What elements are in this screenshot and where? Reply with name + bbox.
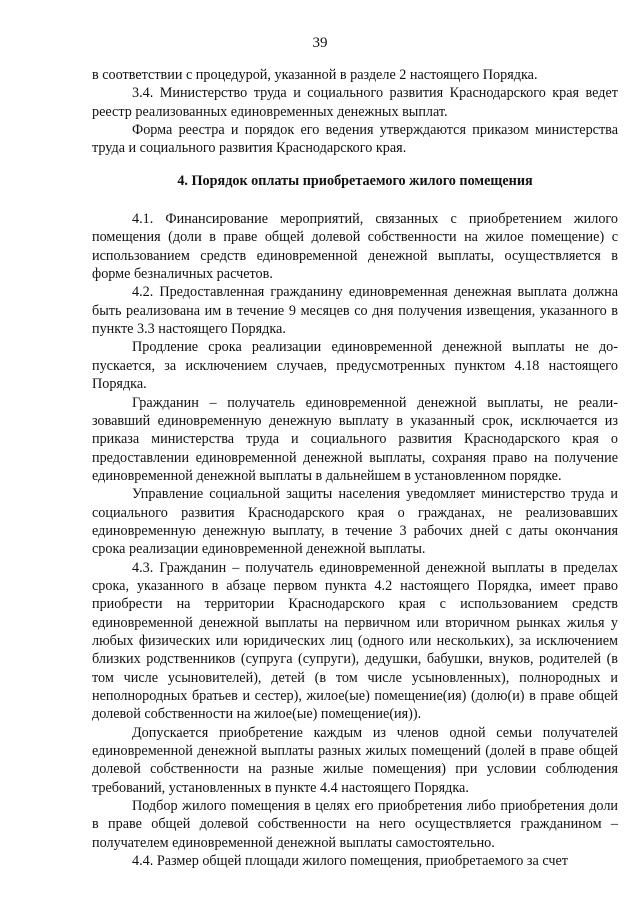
document-body	[92, 66, 618, 870]
paragraph-4-1: 4.1. Финансирование мероприятий, связанных с приобретением жилого помещения (доли в праве общей долевой собственности на жилое помещение) с использованием средств единовременной денежной выплаты, осуществляется в форме безналичных расчетов.	[92, 211, 618, 283]
paragraph-family-purchase: Допускается приобретение каждым из членов одной семьи получателей единовременной денежной выплаты разных жилых помещений (долей в праве общей долевой собственности на разные жилые помещения) при условии соблюдения требований, установленных в пункте 4.4 настоящего Порядка.	[92, 724, 618, 796]
paragraph-registry-form: Форма реестра и порядок его ведения утверждаются приказом министерства труда и социального развития Краснодарского края.	[92, 122, 618, 157]
paragraph-4-3: 4.3. Гражданин – получатель единовременной денежной выплаты в пределах срока, указанного в абзаце первом пункта 4.2 настоящего Порядка, имеет право приобрести на территории Краснодарского края с использованием средств единовременной денежной выплаты на первичном или вторичном рынках жилья у любых физических или юридических лиц (одного или нескольких), за исключением близких родственников (супруга (супруги), дедушки, бабушки, внуков, родителей (в том числе усыновителей), детей (в том числе усыновленных), полнородных и неполнородных братьев и сестер), жилое(ые) помещение(ия) (долю(и) в праве общей долевой собственности на жилое(ые) помещение(ия)).	[92, 559, 618, 723]
page-number: 39	[312, 35, 328, 51]
paragraph-3-4: 3.4. Министерство труда и социального развития Краснодарского края ведет реестр реализованных единовременных денежных выплат.	[92, 85, 618, 120]
paragraph-extension: Продление срока реализации единовременной денежной выплаты не допускается, за исключением случаев, предусмотренных пунктом 4.18 настоящего Порядка.	[92, 339, 618, 393]
paragraph-exclusion: Гражданин – получатель единовременной денежной выплаты, не реализовавший единовременную денежную выплату в указанный срок, исключается из приказа министерства труда и социального развития Краснодарского края о предоставлении единовременной денежной выплаты, сохраняя право на получение единовременной денежной выплаты в дальнейшем в установленном порядке.	[92, 394, 618, 484]
paragraph-4-2: 4.2. Предоставленная гражданину единовременная денежная выплата должна быть реализована им в течение 9 месяцев со дня получения извещения, указанного в пункте 3.3 настоящего Порядка.	[92, 284, 618, 338]
paragraph-notification: Управление социальной защиты населения уведомляет министерство труда и социального развития Краснодарского края о гражданах, не реализовавших единовременную денежную выплату, в течение 3 рабочих дней с даты окончания срока реализации единовременной денежной выплаты.	[92, 486, 618, 558]
paragraph-continuation: в соответствии с процедурой, указанной в разделе 2 настоящего Порядка.	[92, 67, 538, 83]
section-heading: 4. Порядок оплаты приобретаемого жилого помещения	[177, 172, 533, 189]
paragraph-4-4: 4.4. Размер общей площади жилого помещения, приобретаемого за счет	[132, 853, 568, 870]
paragraph-selection: Подбор жилого помещения в целях его приобретения либо приобретения доли в праве общей долевой собственности на него осуществляется гражданином – получателем единовременной денежной выплаты самостоятельно.	[92, 798, 618, 851]
